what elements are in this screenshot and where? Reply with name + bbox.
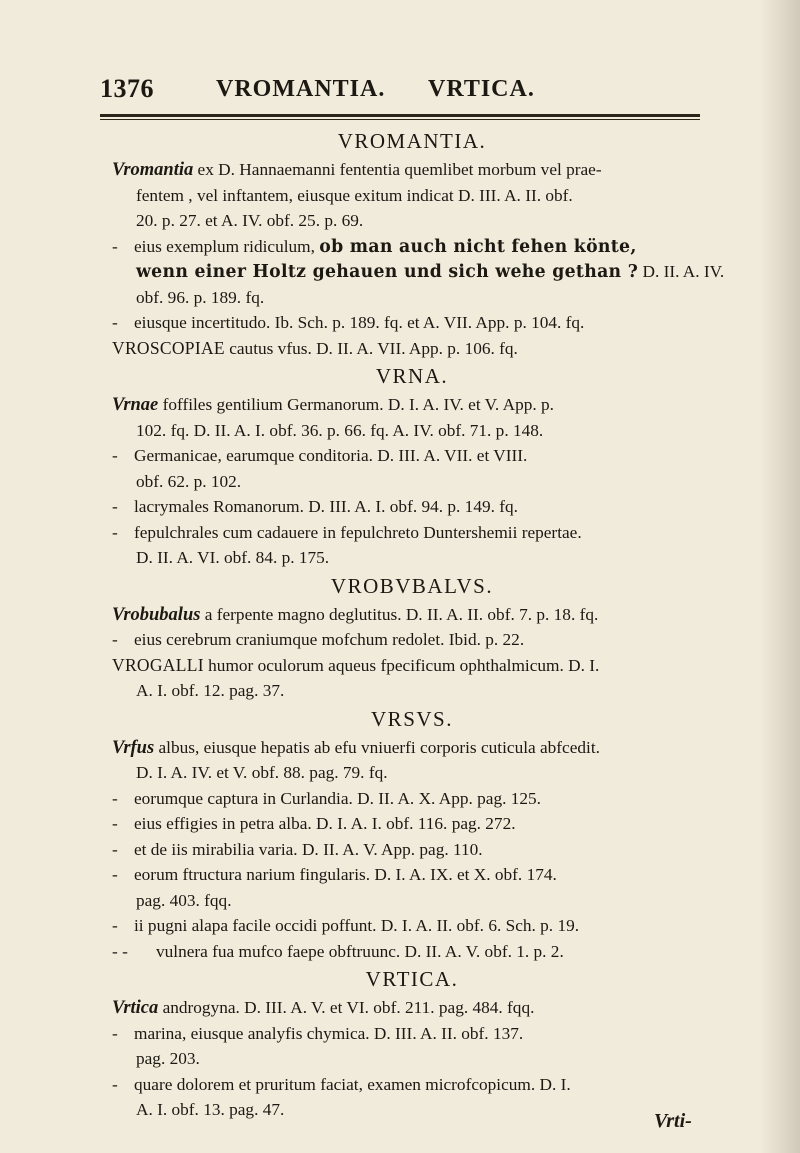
entry-continuation	[112, 1097, 712, 1123]
entry-line	[112, 336, 712, 362]
entry-continuation	[112, 208, 712, 234]
ditto-dash: -	[112, 1074, 118, 1094]
german-quotation: wenn einer Holtz gehauen und sich wehe gethan ?	[136, 262, 639, 282]
lemma: Vrnae	[112, 395, 159, 415]
entry-text: eius cerebrum craniumque mofchum redolet. Ibid. p. 22.	[134, 630, 525, 649]
ditto-dash: -	[112, 630, 118, 649]
ditto-dash: -	[112, 865, 118, 884]
entry-text: a ferpente magno deglutitus. D. II. A. II. obf. 7. p. 18. fq.	[200, 604, 599, 624]
entry-text: cautus vfus. D. II. A. VII. App. p. 106. fq.	[224, 338, 518, 358]
lemma: Vrobubalus	[112, 604, 201, 625]
ditto-dash: -	[112, 446, 118, 465]
section-entries	[112, 392, 712, 571]
catchword: Vrti-	[654, 1110, 692, 1132]
entry-text: Germanicae, earumque conditoria. D. III. A. VII. et VIII.	[134, 446, 528, 465]
entry-text: fepulchrales cum cadauere in fepulchreto Duntershemii repertae.	[134, 522, 582, 542]
entry-continuation	[112, 888, 712, 914]
subentry-line	[112, 520, 712, 546]
entry-line	[112, 653, 712, 679]
entry-continuation	[112, 1046, 712, 1072]
running-head	[100, 74, 760, 108]
entry-line	[112, 735, 712, 761]
lemma: VROGALLI	[112, 654, 204, 675]
entry-text: ex D. Hannaemanni fententia quemlibet morbum vel prae-	[193, 160, 602, 179]
entry-text: obf. 62. p. 102.	[136, 471, 242, 491]
ditto-dash: -	[112, 814, 118, 833]
subentry-line	[112, 1021, 712, 1047]
entry-continuation	[112, 760, 712, 786]
entry-line	[112, 157, 712, 183]
entry-text: pag. 403. fqq.	[136, 890, 232, 910]
entry-text: albus, eiusque hepatis ab efu vniuerfi corporis cuticula abfcedit.	[154, 737, 600, 757]
lemma: Vromantia	[112, 160, 194, 180]
section-heading: VRNA.	[375, 364, 449, 388]
entry-line	[112, 392, 712, 418]
entry-text: 102. fq. D. II. A. I. obf. 36. p. 66. fq. A. IV. obf. 71. p. 148.	[136, 420, 544, 440]
page-number: 1376	[100, 74, 154, 103]
entry-text: quare dolorem et pruritum faciat, examen microfcopicum. D. I.	[134, 1074, 571, 1094]
subentry-line	[112, 811, 712, 837]
entry-text: fentem , vel inftantem, eiusque exitum indicat D. III. A. II. obf.	[136, 185, 573, 205]
ditto-dash: - -	[112, 941, 128, 961]
entry-line	[112, 602, 712, 628]
lemma: Vrtica	[112, 998, 159, 1018]
lemma: Vrfus	[112, 737, 155, 758]
entry-text: A. I. obf. 12. pag. 37.	[136, 681, 285, 700]
entry-continuation	[112, 285, 712, 311]
running-head-right-title: VRTICA.	[428, 76, 535, 102]
section-heading: VRTICA.	[365, 967, 459, 991]
subentry-line	[112, 234, 712, 260]
subentry-line	[112, 786, 712, 812]
subentry-line	[112, 494, 712, 520]
entry-text: A. I. obf. 13. pag. 47.	[136, 1100, 285, 1119]
entry-text: vulnera fua mufco faepe obftruunc. D. II. A. V. obf. 1. p. 2.	[156, 941, 564, 961]
entry-text: lacrymales Romanorum. D. III. A. I. obf. 94. p. 149. fq.	[134, 497, 518, 516]
entry-text: androgyna. D. III. A. V. et VI. obf. 211. pag. 484. fqq.	[158, 998, 535, 1017]
entry-text: D. II. A. VI. obf. 84. p. 175.	[136, 548, 330, 567]
entry-text: eiusque incertitudo. Ib. Sch. p. 189. fq. et A. VII. App. p. 104. fq.	[134, 313, 585, 332]
ditto-dash: -	[112, 497, 118, 516]
entry-text: D. II. A. IV.	[638, 262, 725, 281]
ditto-dash: -	[112, 522, 118, 542]
ditto-dash: -	[112, 313, 118, 332]
ditto-dash: -	[112, 1023, 118, 1043]
entry-text: foffiles gentilium Germanorum. D. I. A. IV. et V. App. p.	[158, 395, 554, 414]
entry-text: eorum ftructura narium fingularis. D. I. A. IX. et X. obf. 174.	[134, 865, 557, 884]
entry-text: obf. 96. p. 189. fq.	[136, 287, 265, 307]
section-heading: VRSVS.	[371, 706, 453, 731]
entry-text: pag. 203.	[136, 1049, 200, 1068]
page-edge-shadow	[760, 0, 800, 1153]
entry-continuation	[112, 678, 712, 704]
entry-continuation	[112, 545, 712, 571]
entry-text: eorumque captura in Curlandia. D. II. A. X. App. pag. 125.	[134, 788, 541, 808]
index-content	[112, 126, 725, 1123]
subentry-line	[112, 443, 712, 469]
entry-continuation	[112, 469, 712, 495]
entry-text: 20. p. 27. et A. IV. obf. 25. p. 69.	[136, 211, 364, 230]
section-entries	[112, 995, 712, 1123]
section-entries	[112, 602, 712, 704]
section-heading: VROBVBALVS.	[330, 573, 494, 598]
section-entries	[112, 735, 712, 965]
lemma: VROSCOPIAE	[112, 337, 225, 358]
subentry-line	[112, 627, 712, 653]
entry-text: humor oculorum aqueus fpecificum ophthalmicum. D. I.	[203, 655, 600, 675]
subentry-line	[112, 837, 712, 863]
subentry-line	[112, 913, 712, 939]
subentry-line	[112, 862, 712, 888]
entry-text: D. I. A. IV. et V. obf. 88. pag. 79. fq.	[136, 763, 388, 782]
subentry-line	[112, 939, 712, 965]
entry-text: et de iis mirabilia varia. D. II. A. V. App. pag. 110.	[134, 839, 483, 859]
section-heading: VROMANTIA.	[337, 129, 487, 153]
entry-text: eius exemplum ridiculum,	[134, 236, 320, 256]
ditto-dash: -	[112, 916, 118, 935]
ditto-dash: -	[112, 788, 118, 808]
subentry-line	[112, 310, 712, 336]
entry-line	[112, 995, 712, 1021]
german-quotation: ob man auch nicht fehen könte,	[319, 236, 637, 257]
entry-text: marina, eiusque analyfis chymica. D. III. A. II. obf. 137.	[134, 1023, 524, 1043]
section-entries	[112, 157, 725, 361]
entry-continuation	[112, 418, 712, 444]
subentry-line	[112, 1072, 712, 1098]
entry-text: eius effigies in petra alba. D. I. A. I. obf. 116. pag. 272.	[134, 814, 516, 833]
running-head-left-title: VROMANTIA.	[216, 76, 386, 102]
entry-text: ii pugni alapa facile occidi poffunt. D. I. A. II. obf. 6. Sch. p. 19.	[134, 916, 580, 935]
entry-continuation	[112, 183, 712, 209]
ditto-dash: -	[112, 839, 118, 859]
ditto-dash: -	[112, 236, 118, 256]
header-rule	[100, 114, 700, 120]
entry-continuation	[112, 259, 725, 285]
